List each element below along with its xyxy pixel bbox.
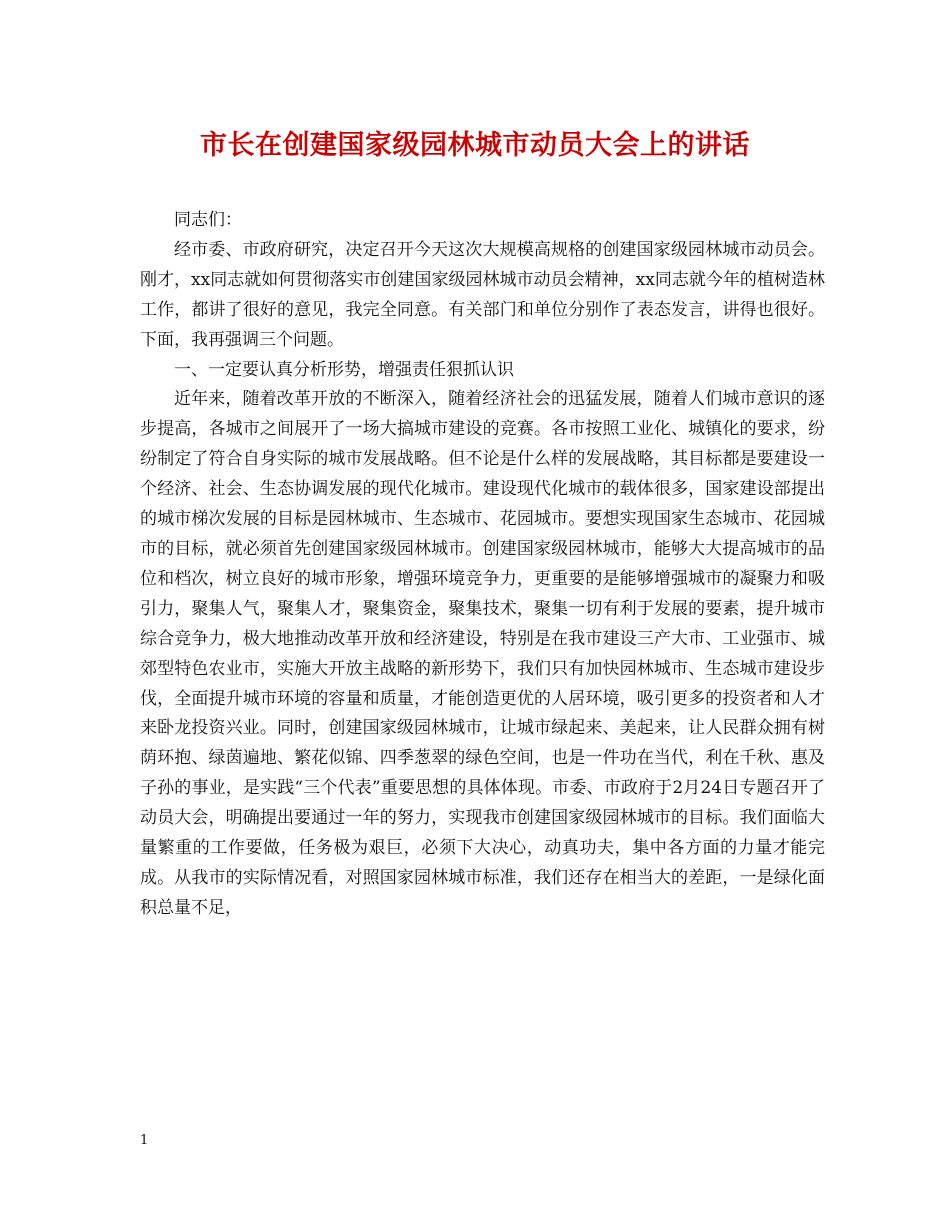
- body-paragraph: 近年来，随着改革开放的不断深入，随着经济社会的迅猛发展，随着人们城市意识的逐步提高，各城市之间展开了一场大搞城市建设的竞赛。各市按照工业化、城镇化的要求，纷纷制定了符合自身实际的城市发展战略。但不论是什么样的发展战略，其目标都是要建设一个经济、社会、生态协调发展的现代化城市。建设现代化城市的载体很多，国家建设部提出的城市梯次发展的目标是园林城市、生态城市、花园城市。要想实现国家生态城市、花园城市的目标，就必须首先创建国家级园林城市。创建国家级园林城市，能够大大提高城市的品位和档次，树立良好的城市形象，增强环境竞争力，更重要的是能够增强城市的凝聚力和吸引力，聚集人气，聚集人才，聚集资金，聚集技术，聚集一切有利于发展的要素，提升城市综合竞争力，极大地推动改革开放和经济建设，特别是在我市建设三产大市、工业强市、城郊型特色农业市，实施大开放主战略的新形势下，我们只有加快园林城市、生态城市建设步伐，全面提升城市环境的容量和质量，才能创造更优的人居环境，吸引更多的投资者和人才来卧龙投资兴业。同时，创建国家级园林城市，让城市绿起来、美起来，让人民群众拥有树荫环抱、绿茵遍地、繁花似锦、四季葱翠的绿色空间，也是一件功在当代，利在千秋、惠及子孙的事业，是实践“三个代表”重要思想的具体体现。市委、市政府于2月24日专题召开了动员大会，明确提出要通过一年的努力，实现我市创建国家级园林城市的目标。我们面临大量繁重的工作要做，任务极为艰巨，必须下大决心，动真功夫，集中各方面的力量才能完成。从我市的实际情况看，对照国家园林城市标准，我们还存在相当大的差距，一是绿化面积总量不足，: [140, 389, 825, 918]
- section-heading-1: 一、一定要认真分析形势，增强责任狠抓认识: [174, 359, 514, 380]
- intro-paragraph: 经市委、市政府研究，决定召开今天这次大规模高规格的创建国家级园林城市动员会。刚才，xx同志就如何贯彻落实市创建国家级园林城市动员会精神，xx同志就今年的植树造林工作，都讲了很好的意见，我完全同意。有关部门和单位分别作了表态发言，讲得也很好。下面，我再强调三个问题。: [140, 239, 825, 350]
- salutation-paragraph: 同志们：: [174, 210, 242, 230]
- document-title: 市长在创建国家级园林城市动员大会上的讲话: [200, 130, 750, 161]
- page-number: 1: [140, 1133, 149, 1148]
- document-body: [140, 206, 825, 924]
